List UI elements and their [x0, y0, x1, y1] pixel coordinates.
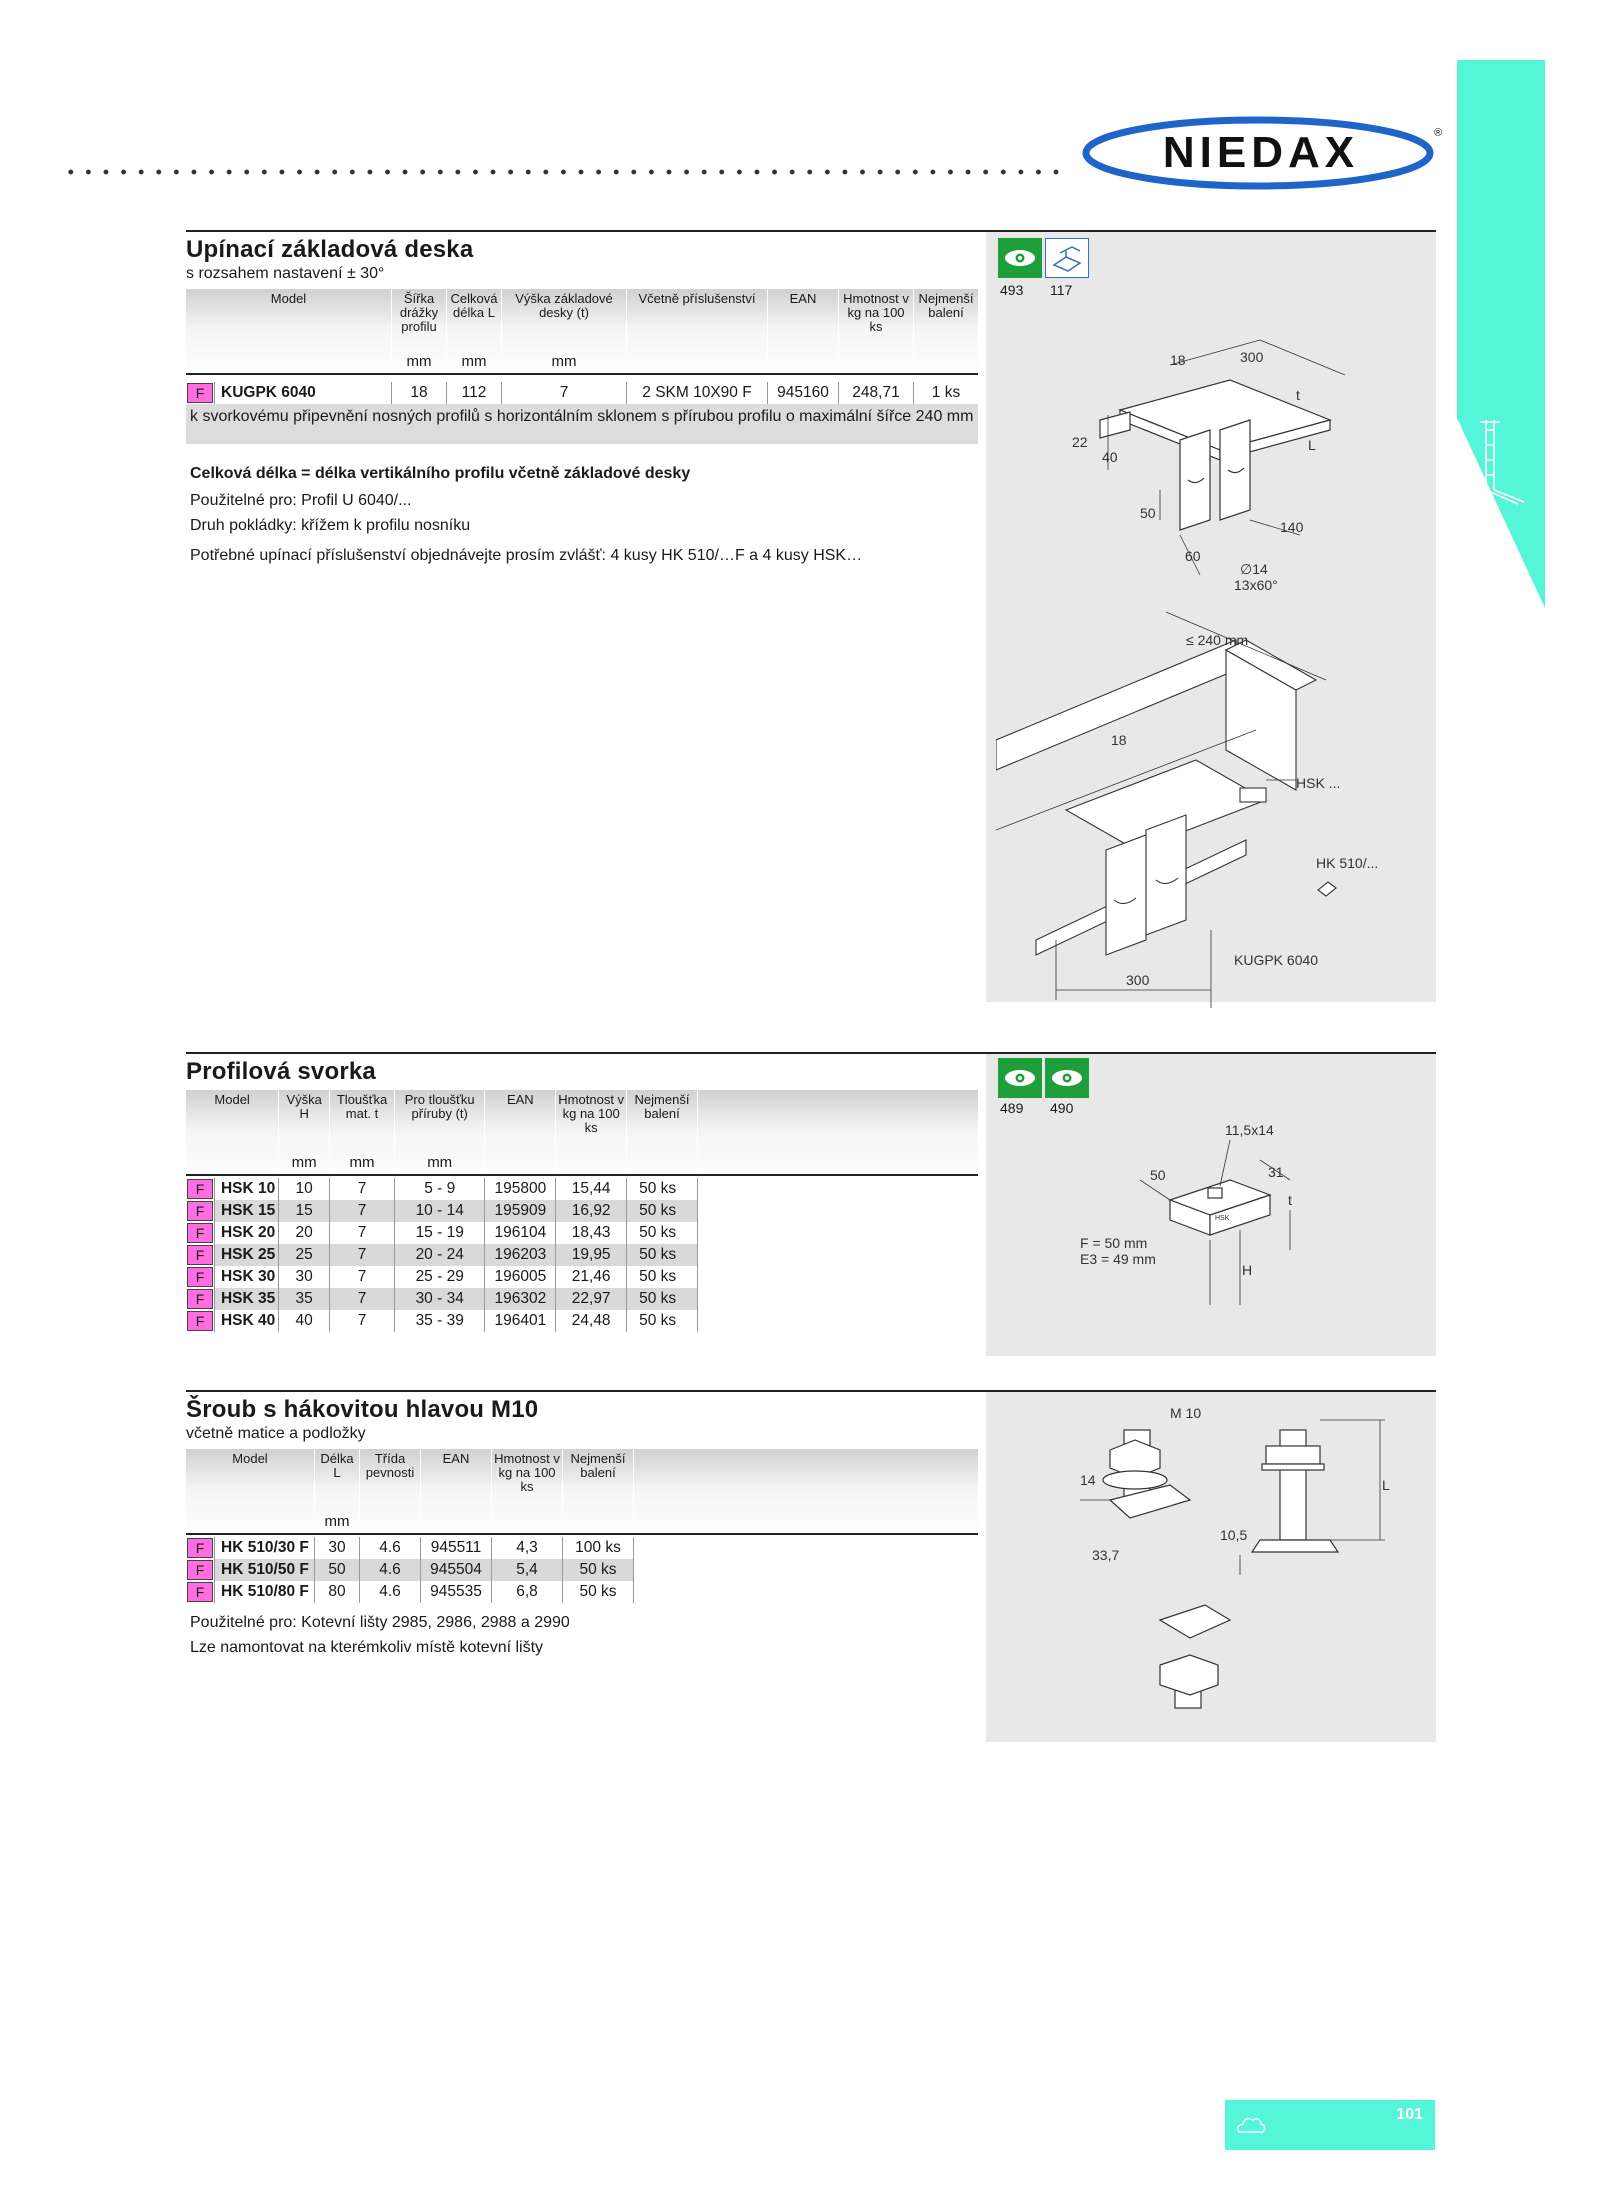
- model-cell: HSK 15: [214, 1200, 278, 1222]
- unit: mm: [330, 1153, 395, 1175]
- dim-label: 13x60°: [1234, 577, 1278, 593]
- cell: 18,43: [556, 1222, 627, 1244]
- cell: 30 - 34: [394, 1288, 484, 1310]
- spec-table: [186, 1090, 978, 1332]
- dim-label: 11,5x14: [1225, 1122, 1274, 1138]
- model-cell: HK 510/80 F: [215, 1581, 315, 1603]
- cell: 40: [279, 1310, 330, 1332]
- cell: 19,95: [556, 1244, 627, 1266]
- cell: 35 - 39: [394, 1310, 484, 1332]
- model-cell: HK 510/30 F: [215, 1537, 315, 1559]
- cell: 112: [447, 382, 502, 404]
- unit: mm: [279, 1153, 330, 1175]
- cell: 15: [279, 1200, 330, 1222]
- mount-text: Lze namontovat na kterémkoliv místě kotevní lišty: [190, 1639, 544, 1656]
- stamp-label: HSK: [1215, 1215, 1230, 1222]
- cell: 50 ks: [627, 1288, 698, 1310]
- dim-label: 40: [1102, 449, 1118, 465]
- base-plate-drawing: [1060, 320, 1360, 600]
- availability-flag: F: [187, 1311, 213, 1331]
- eye-icon: [1045, 1058, 1089, 1098]
- model-cell: HK 510/50 F: [215, 1559, 315, 1581]
- icon-code: 490: [1050, 1100, 1074, 1116]
- cell: 15 - 19: [394, 1222, 484, 1244]
- niedax-logo: [1078, 114, 1443, 192]
- cell: 945511: [421, 1537, 492, 1559]
- cell: 18: [392, 382, 447, 404]
- cell: 7: [502, 382, 627, 404]
- cell: 25: [279, 1244, 330, 1266]
- section-title: Šroub s hákovitou hlavou M10: [186, 1396, 539, 1423]
- model-cell: HSK 20: [214, 1222, 278, 1244]
- eye-icon: [998, 1058, 1042, 1098]
- dim-label: 50: [1140, 505, 1156, 521]
- cell: 24,48: [556, 1310, 627, 1332]
- unit: mm: [392, 352, 447, 374]
- col-header: Včetně příslušenství: [627, 289, 768, 352]
- cell: 80: [315, 1581, 360, 1603]
- cell: 50 ks: [563, 1581, 634, 1603]
- col-header: EAN: [768, 289, 839, 352]
- dim-label: L: [1382, 1477, 1390, 1493]
- icon-code: 117: [1050, 282, 1073, 298]
- cell: 50 ks: [627, 1222, 698, 1244]
- cell: 7: [330, 1200, 395, 1222]
- cell: 195800: [485, 1178, 556, 1200]
- cell: 30: [315, 1537, 360, 1559]
- col-header: Výška základové desky (t): [502, 289, 627, 352]
- clamp-drawing: [1060, 1120, 1380, 1320]
- availability-flag: F: [187, 1267, 213, 1287]
- table-row: [186, 1537, 978, 1559]
- unit: mm: [447, 352, 502, 374]
- table-row: [186, 1581, 978, 1603]
- cell: 50 ks: [627, 1178, 698, 1200]
- dim-label: 60: [1185, 548, 1201, 564]
- availability-flag: F: [187, 1223, 213, 1243]
- dim-label: 31: [1268, 1164, 1284, 1180]
- cell: 1 ks: [931, 384, 961, 401]
- spec-table: [186, 289, 978, 404]
- col-header: Nejmenší balení: [918, 291, 974, 320]
- hook-bolt-drawing: [1040, 1400, 1420, 1730]
- side-tab: [1457, 60, 1545, 420]
- dim-label: F = 50 mm: [1080, 1235, 1148, 1251]
- cell: 50 ks: [627, 1200, 698, 1222]
- profile-icon: [1045, 238, 1089, 278]
- cell: 196302: [485, 1288, 556, 1310]
- cable-ladder-icon: [1470, 410, 1530, 520]
- dim-label: 10,5: [1220, 1527, 1248, 1543]
- cell: 50 ks: [563, 1559, 634, 1581]
- model-cell: HSK 30: [214, 1266, 278, 1288]
- availability-flag: F: [187, 1582, 213, 1602]
- cell: 15,44: [556, 1178, 627, 1200]
- dim-label: 300: [1240, 349, 1264, 365]
- cell: 20 - 24: [394, 1244, 484, 1266]
- availability-flag: F: [187, 1179, 213, 1199]
- dim-label: t: [1296, 387, 1300, 403]
- page-footer: [1225, 2100, 1435, 2150]
- cell: 4,3: [492, 1537, 563, 1559]
- col-header: Hmotnost v kg na 100 ks: [492, 1449, 563, 1512]
- spec-table: [186, 1449, 978, 1603]
- cell: 50: [315, 1559, 360, 1581]
- dim-label: M 10: [1170, 1405, 1202, 1421]
- dim-label: t: [1288, 1192, 1292, 1208]
- dim-label: KUGPK 6040: [1234, 952, 1319, 968]
- table-row: [186, 1288, 978, 1310]
- unit: mm: [394, 1153, 484, 1175]
- cell: 30: [279, 1266, 330, 1288]
- cell: 945504: [421, 1559, 492, 1581]
- model-cell: HSK 25: [214, 1244, 278, 1266]
- dim-label: 22: [1072, 434, 1088, 450]
- cell: 5,4: [492, 1559, 563, 1581]
- cell: 7: [330, 1266, 395, 1288]
- model-cell: HSK 10: [214, 1178, 278, 1200]
- col-header: Hmotnost v kg na 100 ks: [556, 1090, 627, 1153]
- col-header: Model: [186, 1449, 315, 1512]
- svg-text:®: ®: [1434, 127, 1443, 139]
- cable-tray-icon: [1457, 60, 1545, 420]
- cell: 196203: [485, 1244, 556, 1266]
- cell: 50 ks: [627, 1266, 698, 1288]
- cell: 5 - 9: [394, 1178, 484, 1200]
- table-row: [186, 1200, 978, 1222]
- cell: 50 ks: [627, 1310, 698, 1332]
- cell: 20: [279, 1222, 330, 1244]
- col-header: Třída pevnosti: [360, 1449, 421, 1512]
- col-header: Tloušťka mat. t: [330, 1090, 395, 1153]
- cell: 22,97: [556, 1288, 627, 1310]
- section-subtitle: s rozsahem nastavení ± 30°: [186, 265, 385, 282]
- table-row: [186, 1559, 978, 1581]
- dim-label: 33,7: [1092, 1547, 1120, 1563]
- col-header: EAN: [485, 1090, 556, 1153]
- availability-flag: F: [187, 1560, 213, 1580]
- laying-text: Druh pokládky: křížem k profilu nosníku: [190, 517, 471, 534]
- cell: 945535: [421, 1581, 492, 1603]
- dim-label: 14: [1080, 1472, 1096, 1488]
- model-cell: HSK 40: [214, 1310, 278, 1332]
- page-number: 101: [1396, 2106, 1423, 2123]
- col-header: Model: [186, 1090, 279, 1153]
- cell: 7: [330, 1244, 395, 1266]
- cell: 196104: [485, 1222, 556, 1244]
- table-row: [186, 1178, 978, 1200]
- dim-label: 50: [1150, 1167, 1166, 1183]
- cell: 25 - 29: [394, 1266, 484, 1288]
- use-text: Použitelné pro: Kotevní lišty 2985, 2986, 2988 a 2990: [190, 1614, 570, 1631]
- eye-icon: [998, 238, 1042, 278]
- icon-code: 489: [1000, 1100, 1024, 1116]
- bold-note: Celková délka = délka vertikálního profilu včetně základové desky: [190, 465, 691, 482]
- cell: 16,92: [556, 1200, 627, 1222]
- col-header: Výška H: [279, 1090, 330, 1153]
- unit: mm: [315, 1512, 360, 1534]
- use-text: Použitelné pro: Profil U 6040/...: [190, 492, 412, 509]
- dim-label: ≤ 240 mm: [1186, 632, 1249, 648]
- model-cell: KUGPK 6040: [215, 382, 392, 404]
- svg-text:NIEDAX: NIEDAX: [1162, 128, 1360, 177]
- section-subtitle: včetně matice a podložky: [186, 1425, 366, 1442]
- cell: 6,8: [492, 1581, 563, 1603]
- cell: 2 SKM 10X90 F: [627, 382, 768, 404]
- section-title: Profilová svorka: [186, 1058, 376, 1085]
- model-cell: HSK 35: [214, 1288, 278, 1310]
- assembly-drawing: [996, 610, 1416, 1010]
- dim-label: L: [1308, 437, 1316, 453]
- availability-flag: F: [187, 1245, 213, 1265]
- cell: 196005: [485, 1266, 556, 1288]
- dim-label: 18: [1170, 352, 1186, 368]
- cloud-icon: [1233, 2114, 1269, 2138]
- cell: 195909: [485, 1200, 556, 1222]
- dim-label: HSK ...: [1296, 775, 1341, 791]
- dim-label: 140: [1280, 519, 1304, 535]
- col-header: Pro tloušťku příruby (t): [394, 1090, 484, 1153]
- table-row: [186, 1244, 978, 1266]
- cell: 4.6: [360, 1581, 421, 1603]
- col-header: EAN: [421, 1449, 492, 1512]
- cell: 945160: [768, 382, 839, 404]
- dim-label: ∅14: [1240, 561, 1268, 577]
- cell: 7: [330, 1310, 395, 1332]
- icon-code: 493: [1000, 282, 1024, 298]
- cell: 10: [279, 1178, 330, 1200]
- col-header: Celková délka L: [447, 289, 502, 352]
- dim-label: E3 = 49 mm: [1080, 1251, 1156, 1267]
- dim-label: 18: [1111, 732, 1127, 748]
- note-text: k svorkovému připevnění nosných profilů s horizontálním sklonem s přírubou profilu o maximální šířce 240 mm: [190, 408, 974, 425]
- cell: 4.6: [360, 1559, 421, 1581]
- cell: 35: [279, 1288, 330, 1310]
- col-header: Nejmenší balení: [563, 1449, 634, 1512]
- dim-label: 300: [1126, 972, 1150, 988]
- dim-label: H: [1242, 1262, 1253, 1278]
- dim-label: HK 510/...: [1316, 855, 1379, 871]
- header-dotted-line: [62, 166, 1062, 178]
- cell: 7: [330, 1288, 395, 1310]
- cell: 7: [330, 1178, 395, 1200]
- order-text: Potřebné upínací příslušenství objednávejte prosím zvlášť: 4 kusy HK 510/…F a 4 kusy HSK…: [190, 547, 863, 564]
- col-header: Délka L: [315, 1449, 360, 1512]
- section-title: Upínací základová deska: [186, 236, 474, 263]
- availability-flag: F: [187, 1538, 213, 1558]
- col-header: Šířka drážky profilu: [392, 289, 447, 352]
- availability-flag: F: [187, 1201, 213, 1221]
- cell: 4.6: [360, 1537, 421, 1559]
- unit: mm: [502, 352, 627, 374]
- col-header: Nejmenší balení: [627, 1090, 698, 1153]
- cell: 50 ks: [627, 1244, 698, 1266]
- table-row: [186, 1222, 978, 1244]
- cell: 21,46: [556, 1266, 627, 1288]
- availability-flag: F: [187, 383, 213, 403]
- cell: 7: [330, 1222, 395, 1244]
- table-row: [186, 382, 978, 404]
- cell: 196401: [485, 1310, 556, 1332]
- table-row: [186, 1266, 978, 1288]
- col-header: Model: [186, 289, 392, 352]
- cell: 100 ks: [563, 1537, 634, 1559]
- table-row: [186, 1310, 978, 1332]
- availability-flag: F: [187, 1289, 213, 1309]
- col-header: Hmotnost v kg na 100 ks: [839, 289, 914, 352]
- cell: 248,71: [839, 382, 914, 404]
- cell: 10 - 14: [394, 1200, 484, 1222]
